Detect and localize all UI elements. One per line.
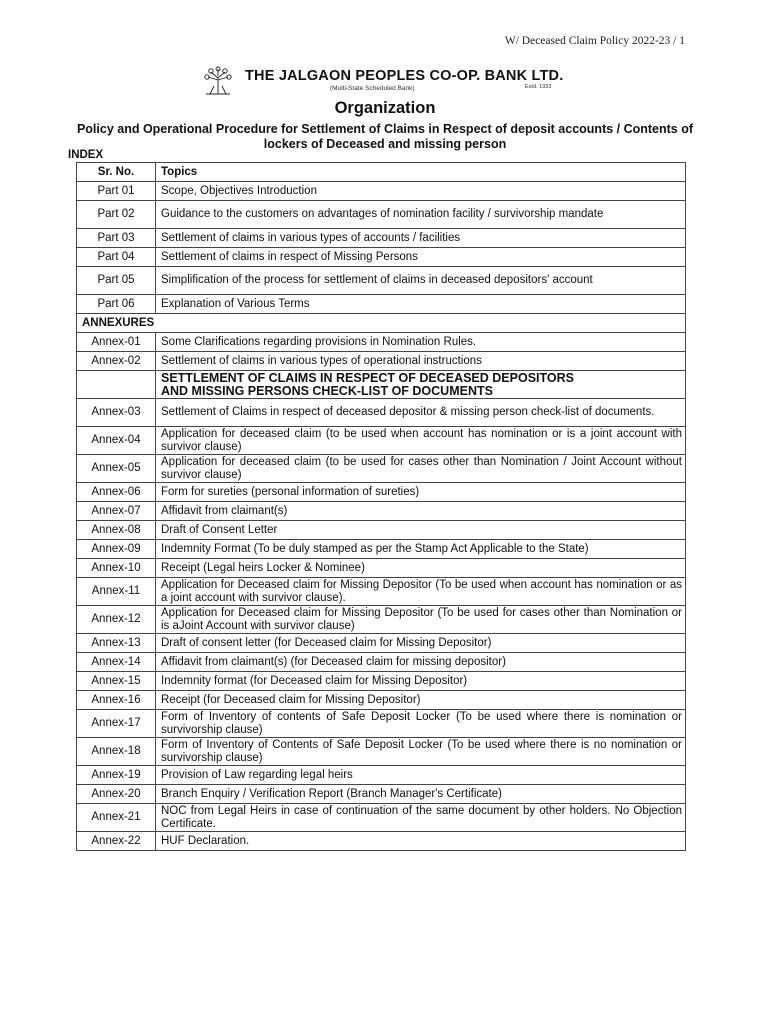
row-number: Annex-13 [77,634,156,653]
annexures-section-row [77,314,686,333]
table-row [77,521,686,540]
row-topic: Application for Deceased claim for Missing Depositor (To be used when account has nomination or as a joint account with survivor clause). [156,578,686,606]
row-number: Part 01 [77,182,156,201]
table-row [77,333,686,352]
table-row [77,483,686,502]
row-topic: Draft of Consent Letter [156,521,686,540]
row-topic: Provision of Law regarding legal heirs [156,766,686,785]
row-number: Annex-05 [77,455,156,483]
row-topic: Branch Enquiry / Verification Report (Branch Manager's Certificate) [156,785,686,804]
row-number: Annex-03 [77,399,156,427]
row-number: Annex-10 [77,559,156,578]
annexures-label: ANNEXURES [77,314,686,333]
table-row [77,201,686,229]
row-topic: Receipt (Legal heirs Locker & Nominee) [156,559,686,578]
table-row [77,832,686,851]
bank-name: THE JALGAON PEOPLES CO-OP. BANK LTD. [245,68,564,84]
table-row [77,559,686,578]
row-topic: Guidance to the customers on advantages of nomination facility / survivorship mandate [156,201,686,229]
table-row [77,691,686,710]
row-number: Annex-18 [77,738,156,766]
row-topic: Form of Inventory of Contents of Safe Deposit Locker (To be used where there is no nomination or survivorship clause) [156,738,686,766]
row-number: Annex-04 [77,427,156,455]
column-header-topics: Topics [156,163,686,182]
index-label: INDEX [68,149,104,161]
table-row [77,738,686,766]
row-number: Part 06 [77,295,156,314]
table-row [77,672,686,691]
checklist-heading-row [77,371,686,399]
row-number: Part 02 [77,201,156,229]
row-number: Annex-08 [77,521,156,540]
table-row [77,295,686,314]
checklist-heading-line-2: AND MISSING PERSONS CHECK-LIST OF DOCUMENTS [161,383,493,398]
row-number: Part 04 [77,248,156,267]
checklist-heading [156,371,686,399]
table-row [77,540,686,559]
row-topic: Application for deceased claim (to be used for cases other than Nomination / Joint Account without survivor clause) [156,455,686,483]
table-row [77,352,686,371]
row-topic: Draft of consent letter (for Deceased claim for Missing Depositor) [156,634,686,653]
bank-subtitle: (Multi-State Scheduled Bank) [330,85,415,92]
row-number: Annex-11 [77,578,156,606]
row-topic: Form for sureties (personal information of sureties) [156,483,686,502]
row-topic: Simplification of the process for settlement of claims in deceased depositors' account [156,267,686,295]
row-topic: Form of Inventory of contents of Safe Deposit Locker (To be used where there is nomination or survivorship clause) [156,710,686,738]
row-number: Annex-19 [77,766,156,785]
row-number: Annex-01 [77,333,156,352]
row-topic: Indemnity Format (To be duly stamped as per the Stamp Act Applicable to the State) [156,540,686,559]
empty-cell [77,371,156,399]
table-row [77,804,686,832]
row-number: Annex-17 [77,710,156,738]
row-topic: Settlement of claims in various types of accounts / facilities [156,229,686,248]
row-topic: Indemnity format (for Deceased claim for Missing Depositor) [156,672,686,691]
row-number: Annex-16 [77,691,156,710]
row-topic: Explanation of Various Terms [156,295,686,314]
row-topic: Application for Deceased claim for Missing Depositor (To be used for cases other than Nomination or is aJoint Account with survivor clause) [156,606,686,634]
row-number: Annex-22 [77,832,156,851]
row-number: Annex-20 [77,785,156,804]
checklist-heading-line-1: SETTLEMENT OF CLAIMS IN RESPECT OF DECEASED DEPOSITORS [161,371,575,385]
row-topic: Some Clarifications regarding provisions in Nomination Rules. [156,333,686,352]
table-row [77,229,686,248]
row-number: Annex-07 [77,502,156,521]
table-row [77,427,686,455]
table-row [77,710,686,738]
bank-logo-icon [200,66,236,96]
document-reference: W/ Deceased Claim Policy 2022-23 / 1 [504,35,685,47]
row-topic: Affidavit from claimant(s) [156,502,686,521]
row-number: Annex-09 [77,540,156,559]
table-row [77,766,686,785]
table-row [77,399,686,427]
row-number: Annex-14 [77,653,156,672]
row-topic: Settlement of claims in respect of Missing Persons [156,248,686,267]
row-topic: NOC from Legal Heirs in case of continuation of the same document by other holders. No Objection Certificate. [156,804,686,832]
table-row [77,653,686,672]
row-topic: Receipt (for Deceased claim for Missing Depositor) [156,691,686,710]
page-title: Organization [334,99,436,117]
table-row [77,455,686,483]
table-row [77,248,686,267]
row-number: Part 05 [77,267,156,295]
bank-established: Estd. 1933 [525,84,552,90]
row-number: Annex-02 [77,352,156,371]
row-number: Annex-21 [77,804,156,832]
table-row [77,634,686,653]
row-topic: HUF Declaration. [156,832,686,851]
column-header-sr-no: Sr. No. [77,163,156,182]
policy-title: Policy and Operational Procedure for Settlement of Claims in Respect of deposit accounts / Contents of lockers of Deceased and missing person [76,122,694,151]
table-row [77,182,686,201]
table-row [77,502,686,521]
row-topic: Scope, Objectives Introduction [156,182,686,201]
row-number: Annex-06 [77,483,156,502]
row-number: Annex-15 [77,672,156,691]
table-header-row [77,163,686,182]
table-row [77,785,686,804]
bank-logo-row [200,66,600,96]
row-topic: Affidavit from claimant(s) (for Deceased claim for missing depositor) [156,653,686,672]
table-row [77,578,686,606]
index-table [76,162,686,851]
table-row [77,606,686,634]
row-number: Part 03 [77,229,156,248]
row-topic: Settlement of Claims in respect of deceased depositor & missing person check-list of documents. [156,399,686,427]
row-number: Annex-12 [77,606,156,634]
table-row [77,267,686,295]
row-topic: Settlement of claims in various types of operational instructions [156,352,686,371]
row-topic: Application for deceased claim (to be used when account has nomination or is a joint account with survivor clause) [156,427,686,455]
